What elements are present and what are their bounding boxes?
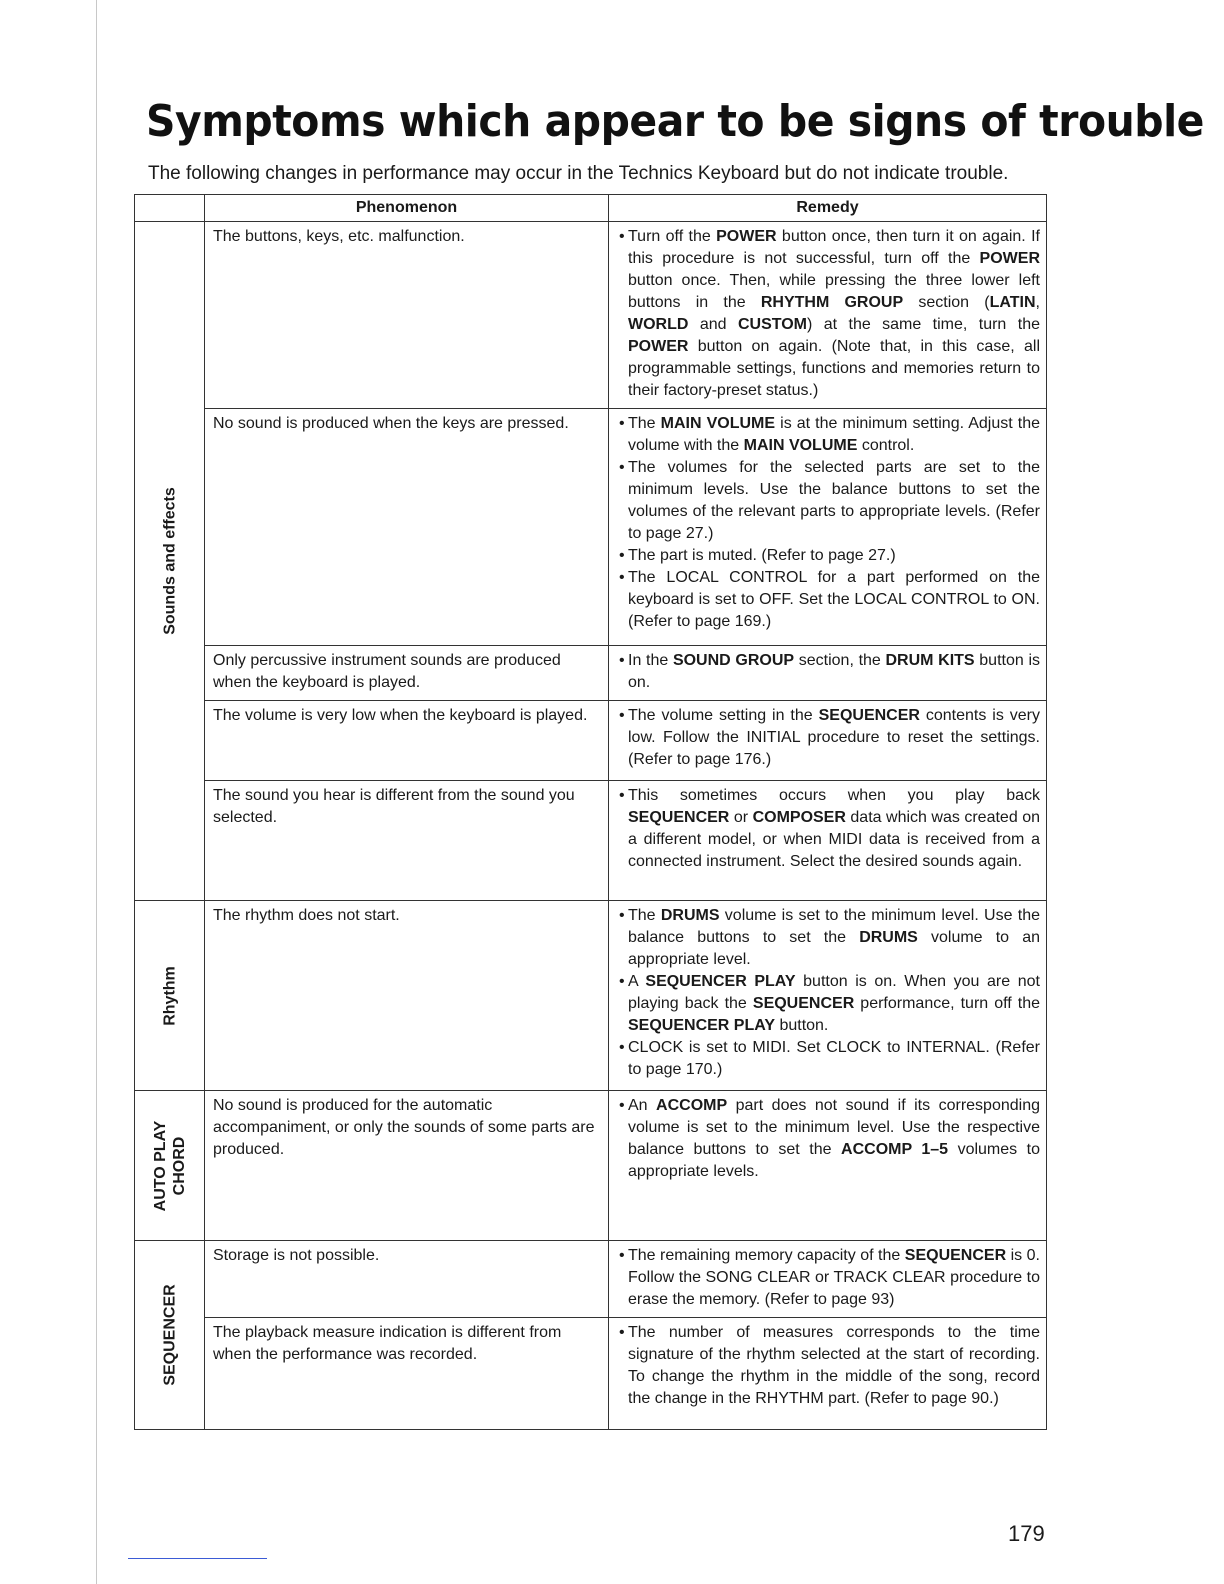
bullet-icon: • xyxy=(619,652,625,669)
bullet-icon: • xyxy=(619,1097,625,1114)
remedy-item xyxy=(619,545,1040,567)
phenomenon-cell: No sound is produced when the keys are pressed. xyxy=(205,409,609,646)
remedy-text: The remaining memory capacity of the SEQUENCER is 0. Follow the SONG CLEAR or TRACK CLEAR procedure to erase the memory. (Refer to page 93) xyxy=(628,1247,1040,1308)
remedy-cell xyxy=(609,1318,1047,1430)
page-number: 179 xyxy=(1008,1521,1045,1546)
bullet-icon: • xyxy=(619,1324,625,1341)
remedy-text: The number of measures corresponds to the time signature of the rhythm selected at the start of recording. To change the rhythm in the middle of the song, record the change in the RHYTHM part. (Refer to page 90.) xyxy=(628,1324,1040,1407)
phenomenon-cell: The volume is very low when the keyboard is played. xyxy=(205,701,609,781)
remedy-item xyxy=(619,1322,1040,1410)
remedy-text: CLOCK is set to MIDI. Set CLOCK to INTERNAL. (Refer to page 170.) xyxy=(628,1039,1040,1078)
category-label: SEQUENCER xyxy=(161,1284,178,1386)
remedy-text: The volumes for the selected parts are set to the minimum levels. Use the balance buttons to set the volumes of the relevant parts to appropriate levels. (Refer to page 27.) xyxy=(628,459,1040,542)
remedy-cell xyxy=(609,1091,1047,1241)
troubleshooting-table xyxy=(134,194,1047,1430)
remedy-cell xyxy=(609,781,1047,901)
remedy-cell xyxy=(609,222,1047,409)
phenomenon-cell: No sound is produced for the automatic accompaniment, or only the sounds of some parts are produced. xyxy=(205,1091,609,1241)
remedy-item xyxy=(619,650,1040,694)
remedy-item xyxy=(619,567,1040,633)
bullet-icon: • xyxy=(619,547,625,564)
remedy-text: The MAIN VOLUME is at the minimum setting. Adjust the volume with the MAIN VOLUME control. xyxy=(628,415,1041,454)
remedy-cell xyxy=(609,646,1047,701)
category-label: Sounds and effects xyxy=(161,487,178,635)
table-row xyxy=(135,1091,1047,1241)
remedy-item xyxy=(619,971,1040,1037)
bullet-icon: • xyxy=(619,907,625,924)
phenomenon-cell: The buttons, keys, etc. malfunction. xyxy=(205,222,609,409)
remedy-text: In the SOUND GROUP section, the DRUM KITS button is on. xyxy=(628,652,1040,691)
table-row xyxy=(135,781,1047,901)
category-auto-play-chord xyxy=(135,1091,205,1241)
phenomenon-cell: Only percussive instrument sounds are produced when the keyboard is played. xyxy=(205,646,609,701)
remedy-item xyxy=(619,905,1040,971)
remedy-cell xyxy=(609,409,1047,646)
remedy-text: The DRUMS volume is set to the minimum level. Use the balance buttons to set the DRUMS volume to an appropriate level. xyxy=(628,907,1041,968)
phenomenon-cell: Storage is not possible. xyxy=(205,1241,609,1318)
remedy-item xyxy=(619,1245,1040,1311)
footer-rule xyxy=(128,1558,267,1559)
table-row xyxy=(135,222,1047,409)
category-label: Rhythm xyxy=(161,965,178,1026)
bullet-icon: • xyxy=(619,707,625,724)
category-label: AUTO PLAY CHORD xyxy=(151,1120,188,1211)
table-row xyxy=(135,646,1047,701)
remedy-item xyxy=(619,705,1040,771)
remedy-text: The LOCAL CONTROL for a part performed on the keyboard is set to OFF. Set the LOCAL CONTROL to ON. (Refer to page 169.) xyxy=(628,569,1040,630)
bullet-icon: • xyxy=(619,1039,625,1056)
bullet-icon: • xyxy=(619,973,625,990)
phenomenon-cell: The sound you hear is different from the sound you selected. xyxy=(205,781,609,901)
table-row xyxy=(135,1318,1047,1430)
header-phenomenon: Phenomenon xyxy=(205,195,609,222)
binding-margin-line xyxy=(96,0,97,1584)
bullet-icon: • xyxy=(619,569,625,586)
table-header-row xyxy=(135,195,1047,222)
remedy-cell xyxy=(609,1241,1047,1318)
table-row xyxy=(135,701,1047,781)
phenomenon-cell: The playback measure indication is different from when the performance was recorded. xyxy=(205,1318,609,1430)
remedy-cell xyxy=(609,901,1047,1091)
remedy-text: A SEQUENCER PLAY button is on. When you are not playing back the SEQUENCER performance, turn off the SEQUENCER PLAY button. xyxy=(628,973,1041,1034)
remedy-item xyxy=(619,1037,1040,1081)
table-row xyxy=(135,1241,1047,1318)
bullet-icon: • xyxy=(619,415,625,432)
phenomenon-cell: The rhythm does not start. xyxy=(205,901,609,1091)
bullet-icon: • xyxy=(619,787,625,804)
remedy-item xyxy=(619,1095,1040,1183)
page-title: Symptoms which appear to be signs of trouble xyxy=(146,96,1204,147)
remedy-text: The part is muted. (Refer to page 27.) xyxy=(628,547,896,564)
remedy-item xyxy=(619,226,1040,402)
table-row xyxy=(135,409,1047,646)
header-remedy: Remedy xyxy=(609,195,1047,222)
bullet-icon: • xyxy=(619,1247,625,1264)
category-sounds-and-effects xyxy=(135,222,205,901)
remedy-text: The volume setting in the SEQUENCER contents is very low. Follow the INITIAL procedure to reset the settings. (Refer to page 176.) xyxy=(628,707,1040,768)
bullet-icon: • xyxy=(619,459,625,476)
remedy-text: Turn off the POWER button once, then turn it on again. If this procedure is not successful, turn off the POWER button once. Then, while pressing the three lower left buttons in the RHYTHM GROUP section (LATIN, WORLD and CUSTOM) at the same time, turn the POWER button on again. (Note that, in this case, all programmable settings, functions and memories return to their factory-preset status.) xyxy=(628,228,1040,399)
intro-text: The following changes in performance may occur in the Technics Keyboard but do not indicate trouble. xyxy=(148,163,1009,184)
remedy-item xyxy=(619,457,1040,545)
category-rhythm xyxy=(135,901,205,1091)
remedy-text: An ACCOMP part does not sound if its corresponding volume is set to the minimum level. Use the respective balance buttons to set the ACCOMP 1–5 volumes to appropriate levels. xyxy=(628,1097,1041,1180)
remedy-item xyxy=(619,413,1040,457)
header-blank xyxy=(135,195,205,222)
remedy-item xyxy=(619,785,1040,873)
bullet-icon: • xyxy=(619,228,625,245)
table-row xyxy=(135,901,1047,1091)
category-sequencer xyxy=(135,1241,205,1430)
remedy-text: This sometimes occurs when you play back SEQUENCER or COMPOSER data which was created on a different model, or when MIDI data is received from a connected instrument. Select the desired sounds again. xyxy=(628,787,1040,870)
remedy-cell xyxy=(609,701,1047,781)
